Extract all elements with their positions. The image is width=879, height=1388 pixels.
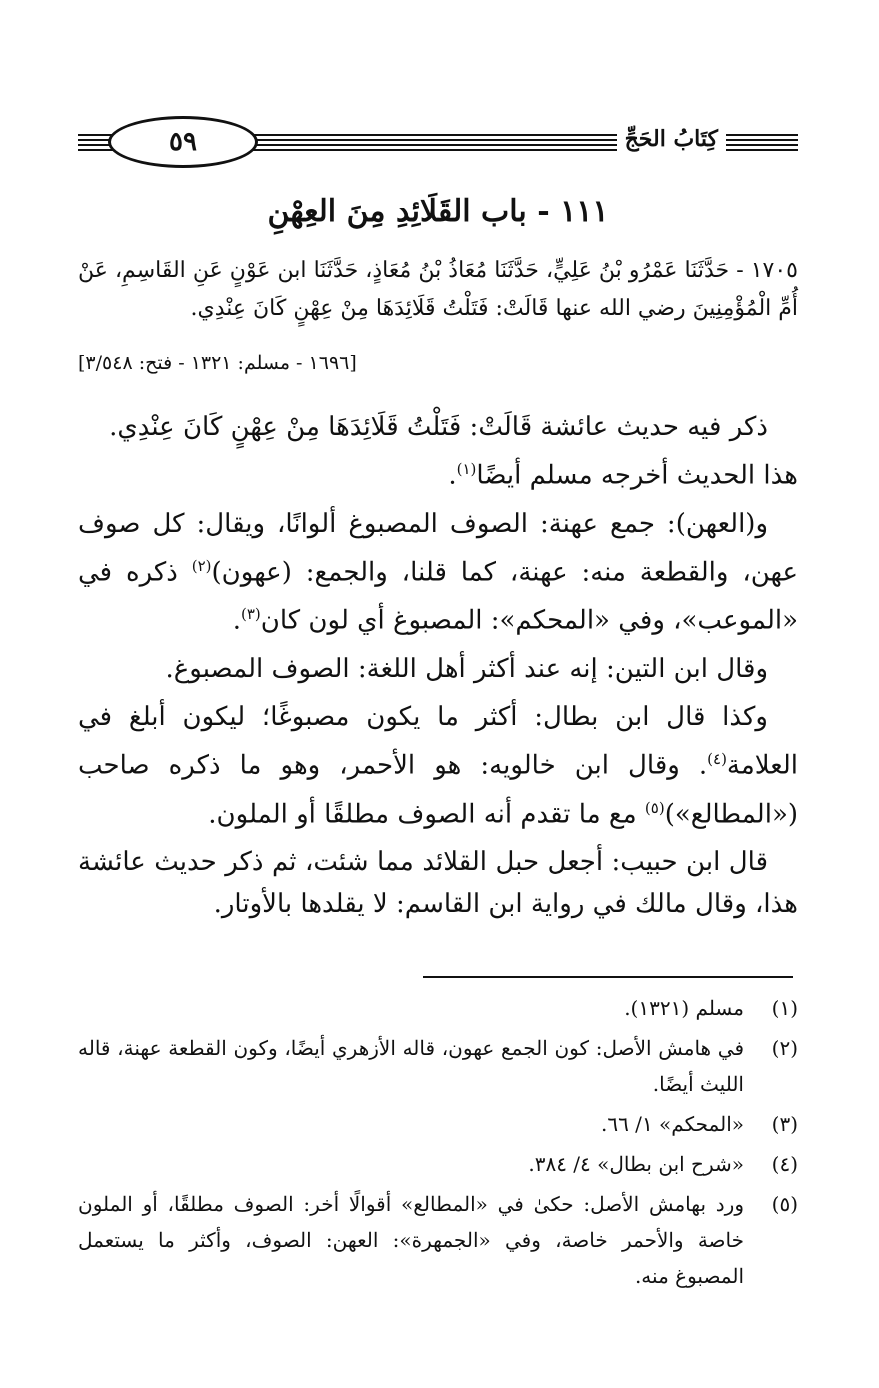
footnote-number: (٥) <box>771 1192 798 1216</box>
footnote-ref: (٥) <box>644 798 665 817</box>
commentary-text: . وقال ابن خالويه: هو الأحمر، وهو ما ذكره صاحب («المطالع») <box>78 750 798 830</box>
footnote <box>78 1146 798 1182</box>
commentary-paragraph: و(العهن): جمع عهنة: الصوف المصبوغ ألوانًا، ويقال: كل صوف عهن، والقطعة منه: عهنة، كما قلنا، والجمع: (عهون)$^{(٢)}$ ذكره في «الموعب»، وفي «المحكم»: المصبوغ أي لون كان$^{(٣)}$. <box>78 508 798 636</box>
commentary-text: مع ما تقدم أنه الصوف مطلقًا أو الملون. <box>208 799 645 830</box>
footnote-ref: (١) <box>456 460 477 478</box>
commentary-text: هذا الحديث أخرجه مسلم أيضًا <box>476 460 798 491</box>
footnote-text: «المحكم» ١/ ٦٦. <box>600 1112 744 1136</box>
footnote-text: ورد بهامش الأصل: حكىٰ في «المطالع» أقوالًا أخر: الصوف مطلقًا، أو الملون خاصة والأحمر خاصة، وفي «الجمهرة»: العهن: الصوف، وأكثر ما يستعمل المصبوغ منه. <box>78 1192 744 1288</box>
commentary-text: ذكر فيه حديث عائشة قَالَتْ: فَتَلْتُ قَلَائِدَهَا مِنْ عِهْنٍ كَانَ عِنْدِي. <box>109 412 768 442</box>
commentary-paragraph: وقال ابن التين: إنه عند أكثر أهل اللغة: الصوف المصبوغ. <box>165 653 768 684</box>
footnote-number: (١) <box>771 996 798 1020</box>
commentary-paragraph <box>78 696 798 835</box>
footnote <box>78 990 798 1026</box>
commentary-paragraph: قال ابن حبيب: أجعل حبل القلائد مما شئت، ثم ذكر حديث عائشة هذا، وقال مالك في رواية ابن القاسم: لا يقلدها بالأوتار. <box>78 847 798 920</box>
commentary <box>78 406 798 931</box>
page-header <box>78 112 798 172</box>
footnote-number: (٢) <box>771 1036 798 1060</box>
footnotes <box>78 990 798 1298</box>
book-title: كِتَابُ الحَجِّ <box>617 126 726 152</box>
commentary-paragraph: ذكر فيه حديث عائشة قَالَتْ: فَتَلْتُ قَلَائِدَهَا مِنْ عِهْنٍ كَانَ عِنْدِي. هذا الحديث أخرجه مسلم أيضًا$^{(١)}$. <box>109 412 798 491</box>
hadith-text: ١٧٠٥ - حَدَّثَنَا عَمْرُو بْنُ عَلِيٍّ، حَدَّثَنَا مُعَاذُ بْنُ مُعَاذٍ، حَدَّثَنَا ابن عَوْنٍ عَنِ القَاسِمِ، عَنْ أُمِّ الْمُؤْمِنِينَ رضي الله عنها قَالَتْ: فَتَلْتُ قَلَائِدَهَا مِنْ عِهْنٍ كَانَ عِنْدِي. <box>78 258 798 321</box>
footnote-text: في هامش الأصل: كون الجمع عهون، قاله الأزهري أيضًا، وكون القطعة عهنة، قاله الليث أيضًا. <box>78 1036 744 1096</box>
footnote-separator <box>423 976 793 978</box>
page-number-badge <box>108 116 258 168</box>
commentary-text: وكذا قال ابن بطال: أكثر ما يكون مصبوغًا؛ ليكون أبلغ في العلامة <box>78 701 798 781</box>
footnote <box>78 1106 798 1142</box>
footnote-number: (٤) <box>771 1152 798 1176</box>
commentary-text: و(العهن): جمع عهنة: الصوف المصبوغ ألوانًا، ويقال: كل صوف عهن، والقطعة منه: عهنة، كما قلنا، والجمع: (عهون) <box>78 508 798 588</box>
footnote-ref: (٣) <box>240 605 261 624</box>
commentary-text: ذكره في «الموعب»، وفي «المحكم»: المصبوغ أي لون كان <box>78 557 798 636</box>
footnote-text: «شرح ابن بطال» ٤/ ٣٨٤. <box>528 1152 744 1176</box>
footnote <box>78 1030 798 1102</box>
page-number: ٥٩ <box>169 127 197 157</box>
footnote-number: (٣) <box>771 1112 798 1136</box>
footnote-ref: (٢) <box>191 556 212 575</box>
chapter-title: ١١١ - باب القَلَائِدِ مِنَ العِهْنِ <box>267 194 609 229</box>
footnote-ref: (٤) <box>707 749 727 768</box>
hadith-reference: [١٦٩٦ - مسلم: ١٣٢١ - فتح: ٣/٥٤٨] <box>78 352 357 374</box>
footnote <box>78 1186 798 1294</box>
footnote-text: مسلم (١٣٢١). <box>624 996 744 1020</box>
